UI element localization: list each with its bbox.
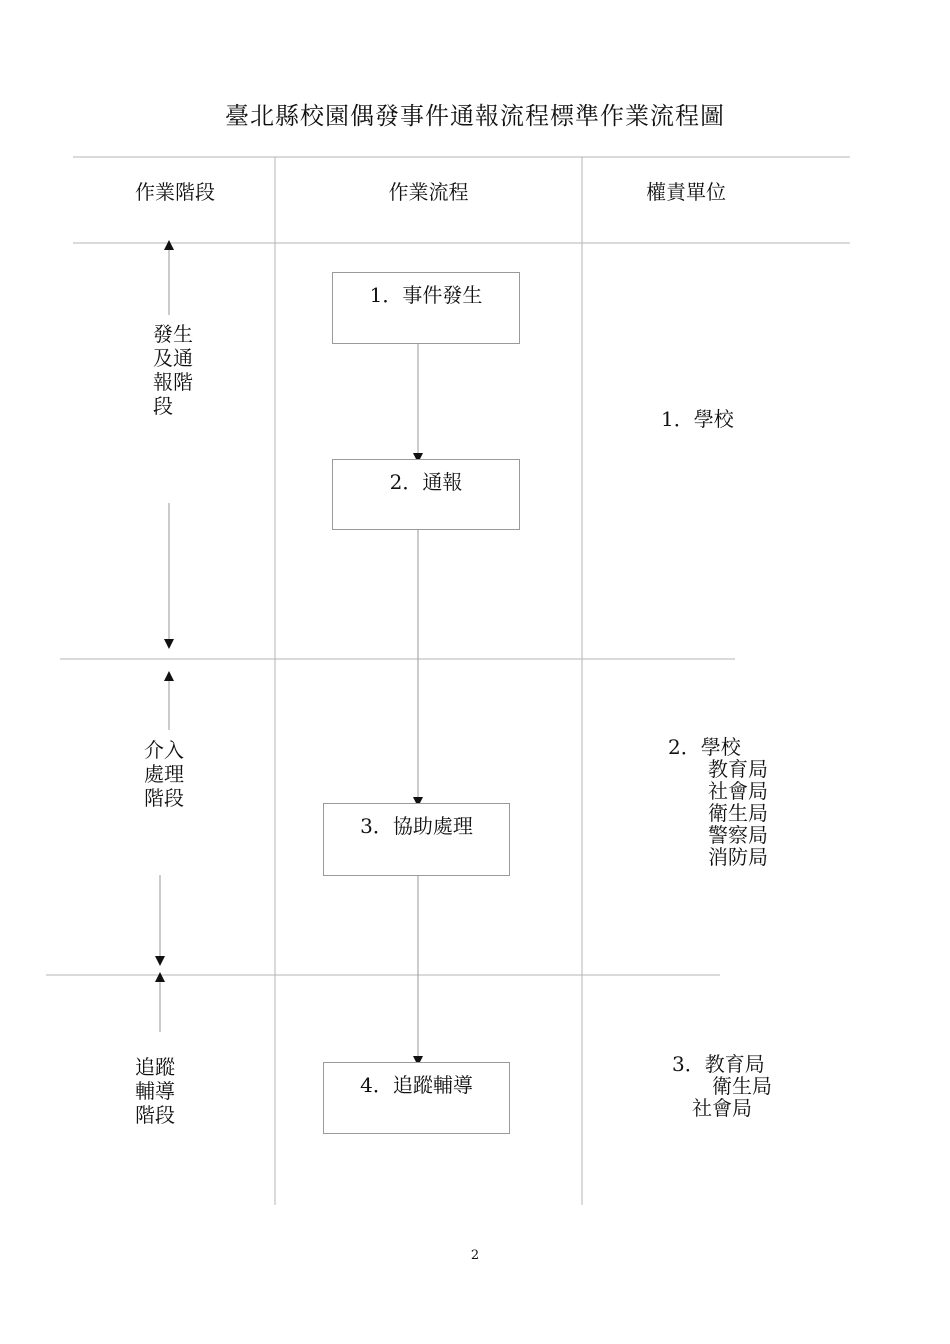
step-label: 3．協助處理 [360, 814, 473, 838]
stage-label-1: 發生 及通 報階 段 [153, 322, 193, 418]
step-box-4 [323, 1062, 510, 1134]
diagram-title: 臺北縣校園偶發事件通報流程標準作業流程圖 [225, 102, 725, 130]
step-label: 1．事件發生 [369, 283, 483, 307]
step-box-1 [332, 272, 520, 344]
unit-label-1: 1．學校 [661, 407, 734, 431]
unit-label-2: 2．學校 教育局 社會局 衛生局 警察局 消防局 [668, 735, 768, 869]
header-stage: 作業階段 [135, 180, 215, 204]
header-unit: 權責單位 [646, 180, 726, 204]
step-label: 2．通報 [389, 470, 463, 494]
stage-label-3: 追蹤 輔導 階段 [135, 1055, 175, 1127]
step-box-2 [332, 459, 520, 530]
unit-label-3: 3．教育局 衛生局 社會局 [672, 1052, 772, 1120]
page-number: 2 [470, 1248, 480, 1263]
stage-label-2: 介入 處理 階段 [144, 738, 184, 810]
step-label: 4．追蹤輔導 [360, 1073, 473, 1097]
step-box-3 [323, 803, 510, 876]
header-flow: 作業流程 [388, 180, 469, 204]
